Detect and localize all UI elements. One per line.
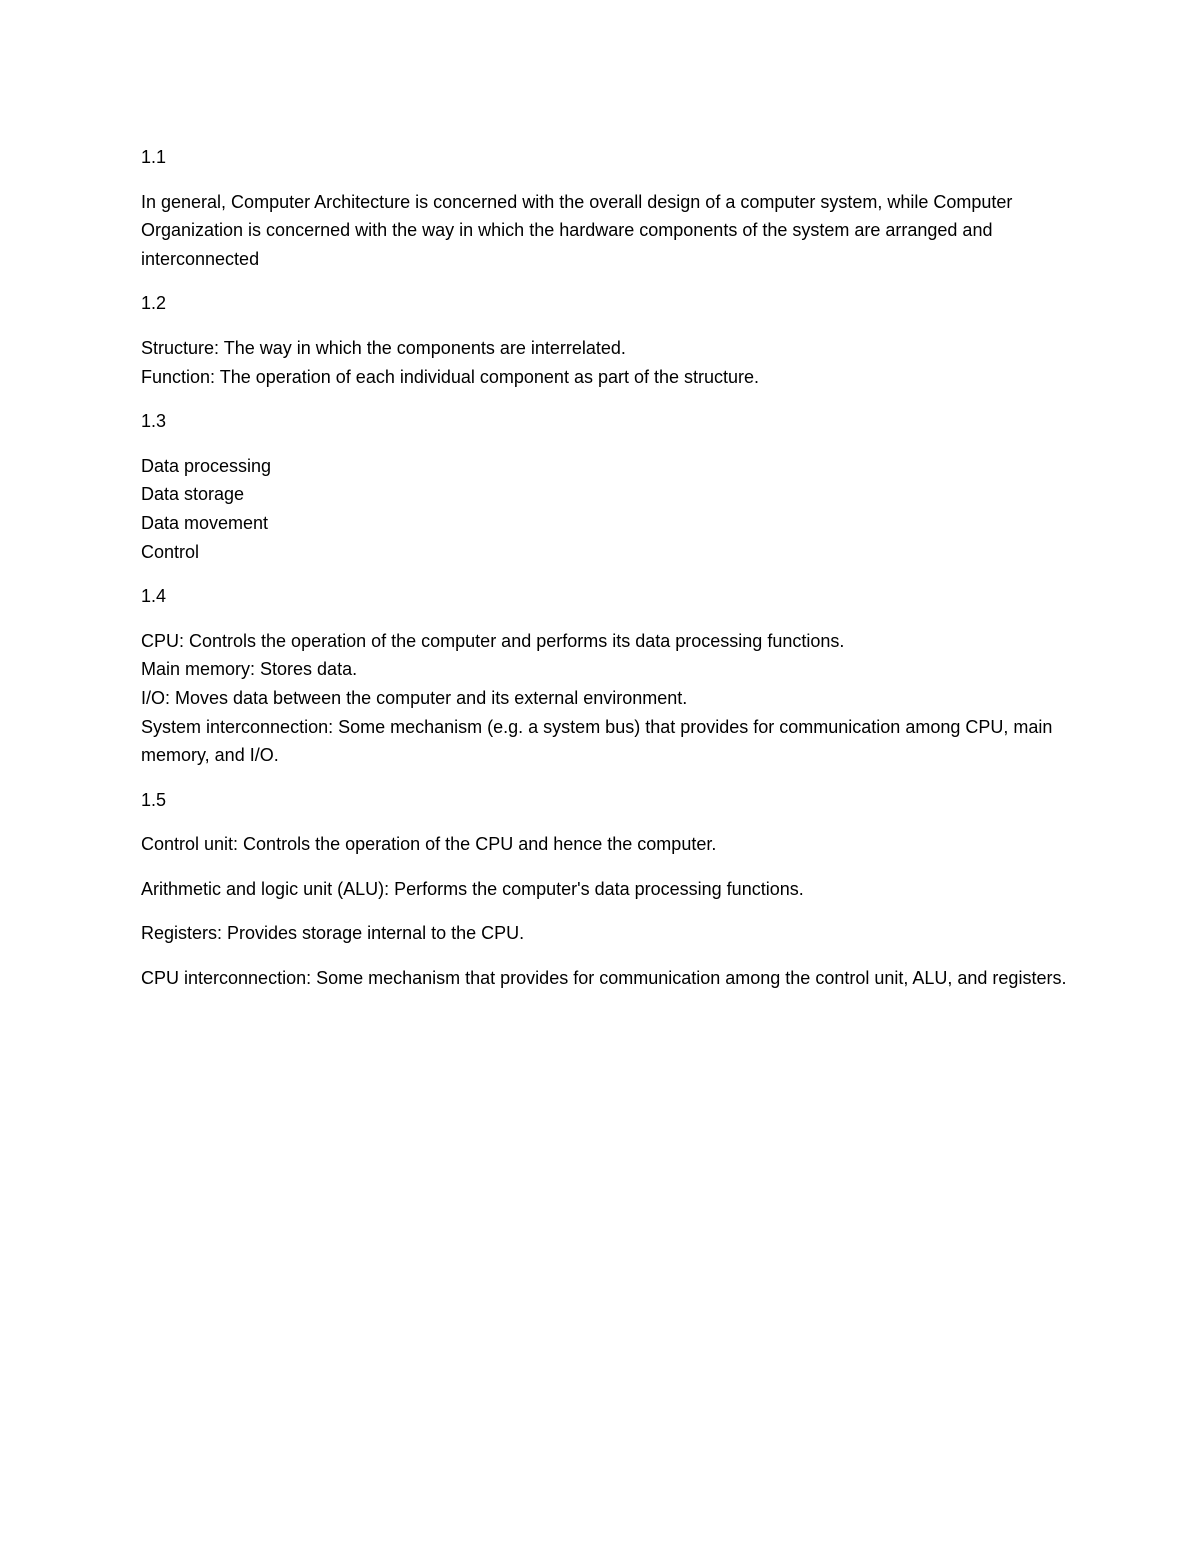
io-definition: I/O: Moves data between the computer and its external environment. bbox=[141, 687, 688, 708]
section-1-1-paragraph: In general, Computer Architecture is concerned with the overall design of a computer system, while Computer Organization is concerned with the way in which the hardware components of the system are arranged and interconnected bbox=[141, 191, 1013, 269]
function-definition: Function: The operation of each individual component as part of the structure. bbox=[141, 366, 760, 387]
section-1-3-block bbox=[141, 452, 1071, 566]
function-item-data-movement: Data movement bbox=[141, 512, 269, 533]
section-number-1-3: 1.3 bbox=[141, 411, 167, 432]
function-item-data-storage: Data storage bbox=[141, 484, 245, 505]
section-number-1-2: 1.2 bbox=[141, 293, 167, 314]
cpu-interconnection-definition: CPU interconnection: Some mechanism that provides for communication among the control unit, ALU, and registers. bbox=[141, 968, 1067, 989]
control-unit-definition: Control unit: Controls the operation of the CPU and hence the computer. bbox=[141, 834, 717, 855]
section-number-1-1: 1.1 bbox=[141, 147, 167, 167]
document-content bbox=[141, 143, 1071, 1009]
section-number-1-4: 1.4 bbox=[141, 586, 167, 607]
structure-definition: Structure: The way in which the components are interrelated. bbox=[141, 337, 626, 358]
registers-definition: Registers: Provides storage internal to the CPU. bbox=[141, 923, 525, 944]
alu-definition: Arithmetic and logic unit (ALU): Performs the computer's data processing functions. bbox=[141, 878, 804, 899]
main-memory-definition: Main memory: Stores data. bbox=[141, 659, 358, 680]
function-item-control: Control bbox=[141, 541, 200, 562]
section-1-2-block bbox=[141, 334, 1071, 391]
cpu-definition: CPU: Controls the operation of the computer and performs its data processing functions. bbox=[141, 630, 845, 651]
section-number-1-5: 1.5 bbox=[141, 789, 167, 810]
function-item-data-processing: Data processing bbox=[141, 455, 272, 476]
system-interconnection-definition: System interconnection: Some mechanism (e.g. a system bus) that provides for communication among CPU, main memory, and I/O. bbox=[141, 716, 1053, 766]
section-1-4-block bbox=[141, 627, 1071, 770]
